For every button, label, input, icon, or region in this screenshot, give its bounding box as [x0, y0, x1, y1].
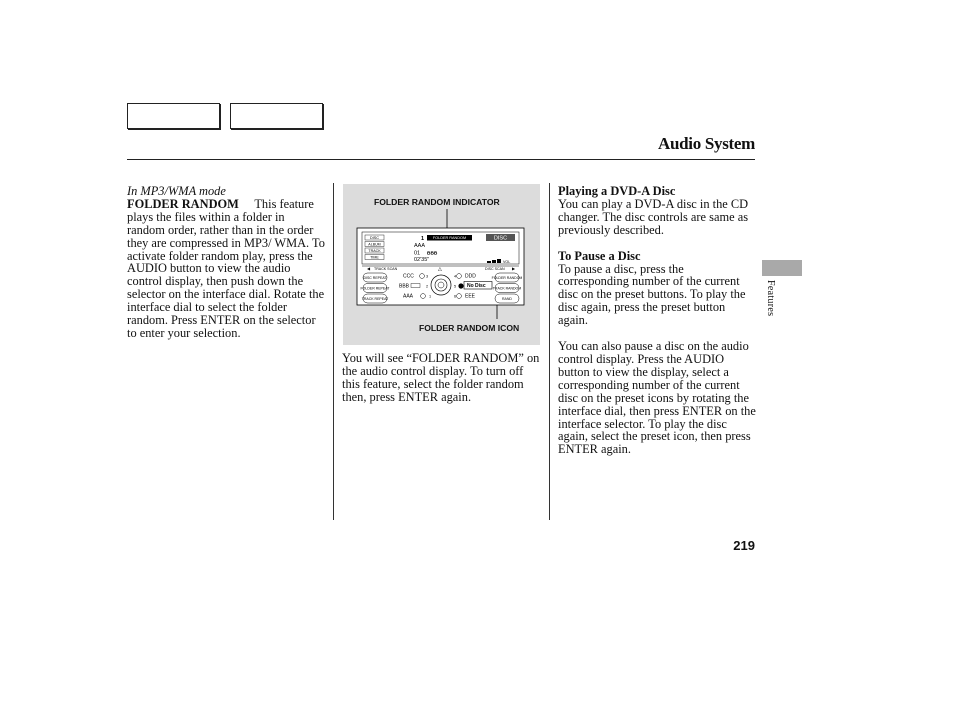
track-label: TRACK	[368, 248, 381, 253]
page-title: Audio System	[658, 134, 755, 153]
folder-repeat-button[interactable]: FOLDER REPEAT	[360, 286, 390, 291]
folder-random-indicator: FOLDER RANDOM	[432, 236, 467, 241]
nav-box-1[interactable]	[127, 103, 220, 129]
folder-random-body: This feature plays the files within a folder in random order, rather than in the order they are compressed in MP3/ WMA. To activate folder random play, press the AUDIO button to view the audio control display, then push down the selector on the interface dial. Rotate the interface dial to select the folder random. Press ENTER on the selector to enter your selection.	[127, 196, 325, 340]
pause-disc-body: To pause a disc, press the corresponding number of the current disc on the preset buttons. To play the disc again, press the preset button again.	[558, 261, 746, 328]
preset-number-6: 6	[454, 294, 457, 299]
track-scan[interactable]: TRACK SCAN	[374, 266, 398, 271]
time-label: TIME	[370, 255, 379, 260]
eject-icon[interactable]: △	[438, 266, 442, 273]
album-label: ALBUM	[368, 242, 381, 247]
page-number: 219	[733, 538, 755, 553]
preset-ddd[interactable]: DDD	[465, 273, 476, 280]
track-value: 01	[414, 250, 421, 257]
figure-label-icon: FOLDER RANDOM ICON	[419, 323, 520, 333]
folder-random-button[interactable]: FOLDER RANDOM	[491, 276, 523, 280]
folder-random-paragraph	[127, 198, 325, 340]
section-label: Features	[765, 280, 776, 317]
preset-eee[interactable]: EEE	[465, 293, 476, 300]
column-divider-1	[333, 183, 334, 520]
audio-display-figure	[343, 184, 540, 345]
volume-label: VOL	[503, 260, 511, 264]
preset-number-5: 5	[454, 284, 457, 289]
disc-number: 1	[421, 236, 425, 242]
pause-disc-body-2: You can also pause a disc on the audio control display. Press the AUDIO button to view the display, select a corresponding number of the current disc on the preset icons by rotating the interface dial, then press ENTER on the interface selector. To play the disc again, select the preset icon, then press ENTER again.	[558, 339, 756, 457]
dvd-a-heading: Playing a DVD-A Disc	[558, 184, 676, 198]
preset-number-2: 2	[426, 284, 429, 289]
track-random-button[interactable]: TRACK RANDOM	[492, 286, 522, 291]
track-repeat-button[interactable]: TRACK REPEAT	[361, 297, 389, 301]
track-scan-prev-icon[interactable]: ◀	[367, 266, 371, 271]
dvd-a-body: You can play a DVD-A disc in the CD changer. The disc controls are same as previously described.	[558, 196, 749, 237]
folder-random-heading: FOLDER RANDOM	[127, 196, 239, 211]
mode-note: In MP3/WMA mode	[127, 184, 226, 198]
album-value: AAA	[414, 242, 426, 249]
pause-disc-heading: To Pause a Disc	[558, 248, 641, 263]
audio-control-display	[343, 184, 540, 345]
nav-box-2[interactable]	[230, 103, 323, 129]
disc-button[interactable]: DISC	[493, 235, 508, 242]
preset-aaa[interactable]: AAA	[403, 293, 414, 300]
preset-number-4: 4	[454, 274, 457, 279]
preset-number-1: 1	[429, 294, 432, 299]
folder-random-display-note: You will see “FOLDER RANDOM” on the audio control display. To turn off this feature, select the folder random then, press ENTER again.	[342, 351, 540, 404]
left-column	[127, 185, 325, 340]
random-button[interactable]: RAND	[502, 297, 512, 301]
preset-bbb[interactable]: BBB	[399, 283, 410, 290]
column-divider-2	[549, 183, 550, 520]
section-tab	[762, 260, 802, 276]
disc-scan[interactable]: DISC SCAN	[485, 266, 505, 271]
preset-number-3: 3	[426, 274, 429, 279]
right-column	[558, 185, 757, 456]
preset-ccc[interactable]: CCC	[403, 273, 414, 280]
figure-label-indicator: FOLDER RANDOM INDICATOR	[374, 197, 500, 207]
disc-label: DISC	[369, 236, 380, 240]
preset-no-disc[interactable]: No Disc	[467, 283, 486, 289]
time-value: 02'35"	[414, 257, 430, 264]
disc-scan-next-icon[interactable]: ▶	[512, 266, 516, 271]
header-rule	[127, 159, 755, 160]
middle-column	[342, 352, 542, 404]
track-name: BBB	[427, 251, 438, 257]
disc-repeat-button[interactable]: DISC REPEAT	[363, 276, 387, 280]
